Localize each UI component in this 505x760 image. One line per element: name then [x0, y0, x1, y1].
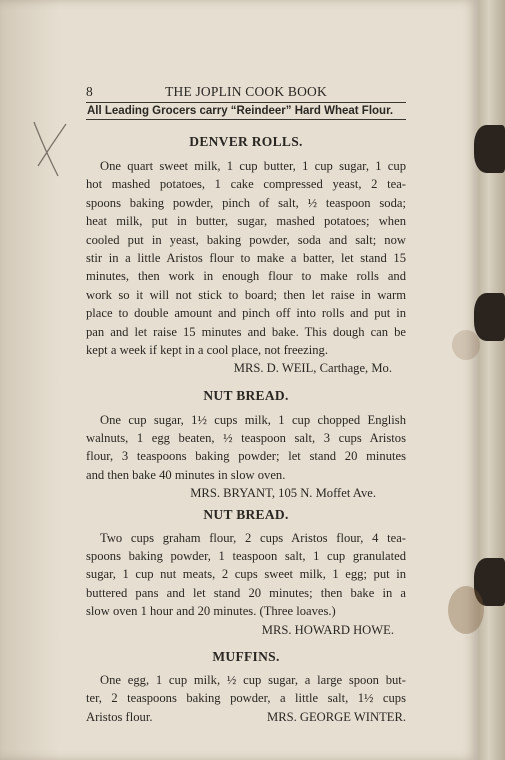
- book-title: THE JOPLIN COOK BOOK: [165, 84, 327, 99]
- recipe-line: Two cups graham flour, 2 cups Aristos flour, 4 tea-: [100, 530, 406, 545]
- recipe-signature: MRS. BRYANT, 105 N. Moffet Ave.: [190, 486, 376, 501]
- recipe-line: sugar, 1 cup nut meats, 2 cups sweet milk, 1 egg; put in: [86, 567, 406, 582]
- recipe-line: minutes, then work in enough flour to make rolls and: [86, 269, 406, 284]
- recipe-line: hot mashed potatoes, 1 cake compressed yeast, 2 tea-: [86, 177, 406, 192]
- recipe-line: walnuts, 1 egg beaten, ½ teaspoon salt, 3 cups Aristos: [86, 431, 406, 446]
- running-header: [86, 80, 406, 100]
- recipe-title: DENVER ROLLS.: [189, 134, 303, 149]
- recipe-signature: MRS. GEORGE WINTER.: [267, 709, 406, 724]
- recipe-line: One cup sugar, 1½ cups milk, 1 cup chopped English: [100, 412, 406, 427]
- binding-hole: [474, 125, 505, 173]
- binding-hole: [474, 293, 505, 341]
- recipe-line: flour, 3 teaspoons baking powder; let stand 20 minutes: [86, 449, 406, 464]
- page-edge: [478, 0, 505, 760]
- pencil-check-mark: [30, 118, 70, 178]
- recipe-line: place to double amount and pinch off into rolls and put in: [86, 306, 406, 321]
- recipe-line: One quart sweet milk, 1 cup butter, 1 cup sugar, 1 cup: [100, 159, 406, 173]
- recipe-line: ter, 2 teaspoons baking powder, a little salt, 1½ cups: [86, 691, 406, 706]
- recipe: [86, 134, 406, 378]
- recipe-title: MUFFINS.: [212, 648, 280, 664]
- recipe-line: stir in a little Aristos flour to make a batter, let stand 15: [86, 250, 406, 265]
- recipe-signature: MRS. D. WEIL, Carthage, Mo.: [233, 361, 392, 376]
- recipe-line: One egg, 1 cup milk, ½ cup sugar, a large spoon but-: [100, 672, 406, 687]
- recipe-line: pan and let raise 15 minutes and bake. This dough can be: [86, 324, 406, 339]
- recipe-line: spoons baking powder, 1 teaspoon salt, 1 cup granulated: [86, 549, 406, 564]
- recipe-title: NUT BREAD.: [203, 506, 289, 522]
- water-stain: [452, 330, 480, 360]
- recipe-signature: MRS. HOWARD HOWE.: [261, 622, 394, 637]
- recipe-line: and then bake 40 minutes in slow oven.: [86, 467, 286, 482]
- recipe-line: cooled put in yeast, baking powder, soda and salt; now: [86, 232, 406, 247]
- recipe-line: buttered pans and let stand 20 minutes; then bake in a: [86, 585, 406, 600]
- recipe-line: spoons baking powder, pinch of salt, ½ teaspoon soda;: [86, 195, 406, 210]
- recipe-line: kept a week if kept in a cool place, not freezing.: [86, 342, 328, 357]
- recipe-line: work so it will not stick to board; then let raise in warm: [86, 287, 406, 302]
- recipe: [86, 388, 406, 503]
- recipe-line: [86, 708, 406, 726]
- water-stain: [448, 586, 484, 634]
- page-number: 8: [86, 84, 93, 99]
- page-content: [86, 80, 406, 726]
- advertising-tagline: All Leading Grocers carry “Reindeer” Hard Wheat Flour.: [86, 102, 406, 120]
- recipe-line: slow oven 1 hour and 20 minutes. (Three loaves.): [86, 604, 336, 619]
- recipe: [86, 649, 406, 726]
- recipe: [86, 507, 406, 639]
- recipe-line-text: Aristos flour.: [86, 709, 153, 724]
- recipe-title: NUT BREAD.: [203, 387, 289, 403]
- binding-shadow: [0, 0, 60, 760]
- recipe-line: heat milk, put in butter, sugar, mashed potatoes; when: [86, 214, 406, 229]
